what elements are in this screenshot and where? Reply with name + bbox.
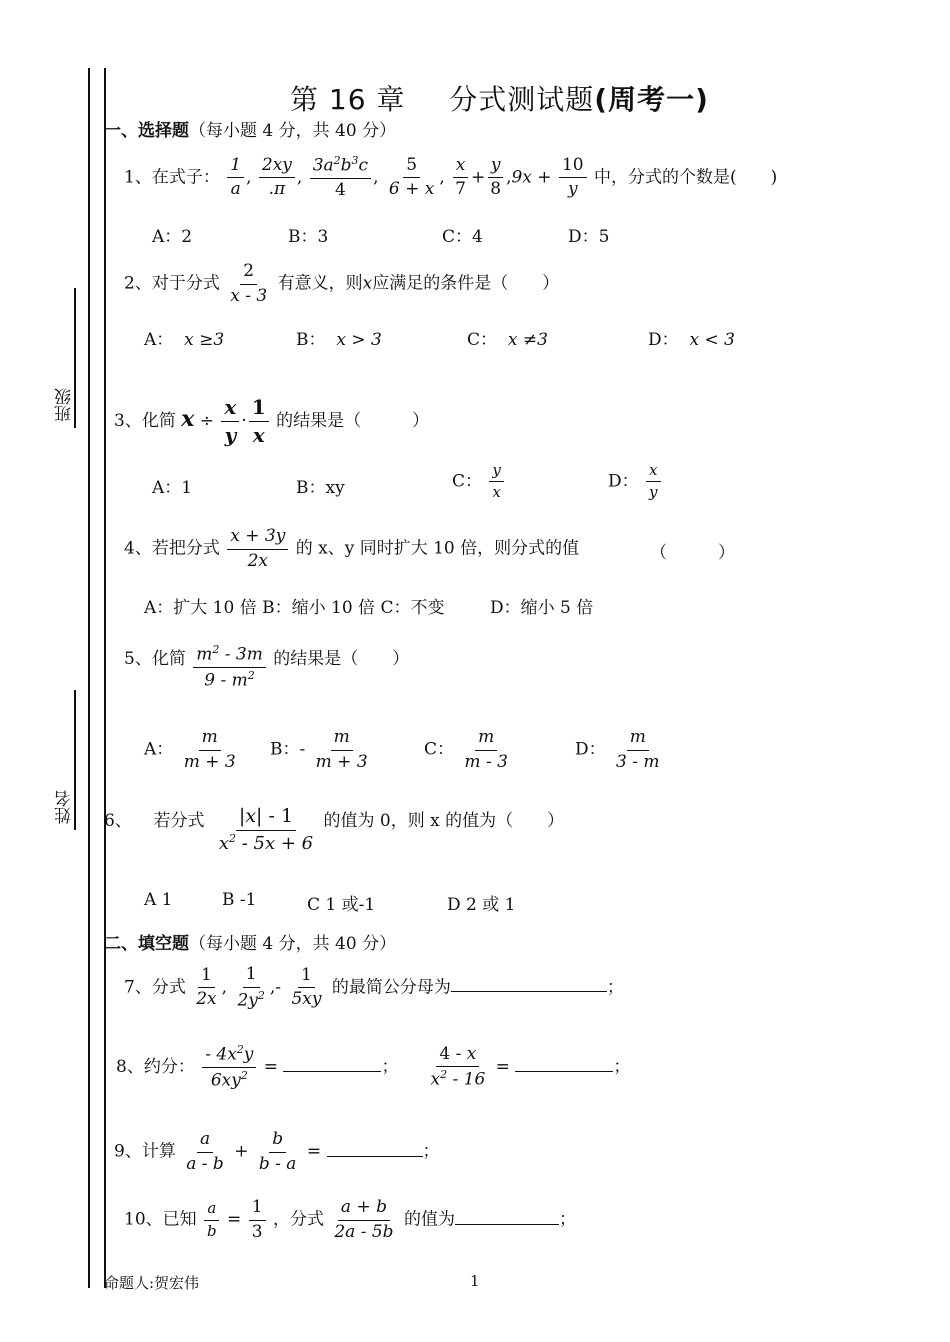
question-10: 10、已知 $\frac{a}{b}$ = $\frac{1}{3}$ ，分式 $\frac{a + b}{2a - 5b}$ 的值为 ；: [124, 1197, 576, 1242]
q1-option-c[interactable]: C：4: [442, 227, 483, 247]
question-2: 2、对于分式 $\frac{2}{x - 3}$ 有意义，则x应满足的条件是（ ）: [124, 261, 560, 306]
q5-option-a[interactable]: A： $\frac{m}{m + 3}$: [144, 727, 236, 772]
q2-option-a[interactable]: A： x ≥3: [144, 330, 225, 350]
question-5: 5、化简 $\frac{m^2 - 3m}{9 - m^2}$ 的结果是（ ）: [124, 643, 410, 691]
class-field-line[interactable]: [74, 288, 76, 428]
q6-option-b[interactable]: B -1: [222, 890, 257, 910]
q6-option-c[interactable]: C 1 或-1: [307, 895, 376, 915]
q5-option-b[interactable]: B：- $\frac{m}{m + 3}$: [270, 727, 368, 772]
q6-option-a[interactable]: A 1: [144, 890, 173, 910]
class-label: 班级: [55, 388, 74, 422]
section-1-heading: 一、选择题（每小题 4 分，共 40 分）: [104, 121, 397, 141]
question-9: 9、计算 $\frac{a}{a - b}$ + $\frac{b}{b - a}$ = ；: [114, 1129, 440, 1174]
page-number: 1: [470, 1272, 480, 1290]
q6-option-d[interactable]: D 2 或 1: [447, 895, 516, 915]
q2-option-c[interactable]: C： x ≠3: [467, 330, 548, 350]
question-8: 8、约分： $\frac{- 4x^2y}{6xy^2}$ = ； $\frac{4 - x}{x^2 - 16}$ = ；: [116, 1043, 631, 1091]
name-label: 姓名: [55, 790, 74, 824]
q5-option-c[interactable]: C： $\frac{m}{m - 3}$: [424, 727, 508, 772]
q7-answer-blank[interactable]: [451, 991, 607, 992]
q3-option-d[interactable]: D： $\frac{x}{y}$: [608, 462, 663, 502]
question-7: 7、分式 $\frac{1}{2x}$ , $\frac{1}{2y^2}$ ,- $\frac{1}{5xy}$ 的最简公分母为 ；: [124, 964, 624, 1011]
q1-option-a[interactable]: A：2: [152, 227, 193, 247]
question-4: 4、若把分式 $\frac{x + 3y}{2x}$ 的 x、y 同时扩大 10 倍，则分式的值: [124, 526, 580, 571]
title-main: 分式测试题: [449, 83, 595, 116]
question-1: 1、在式子： $\frac{1}{a}$ , $\frac{2xy}{.\pi}$ , $\frac{3a^2b^3c}{4}$ , $\frac{5}{6 + x}$ , $\frac{x}{7}$ + $\frac{y}{8}$ ,9x + $\frac{10}{y}$ 中，分式的个数是( ): [124, 154, 778, 201]
q4-options[interactable]: A：扩大 10 倍 B：缩小 10 倍 C：不变: [144, 598, 445, 618]
q10-answer-blank[interactable]: [455, 1224, 559, 1225]
q5-option-d[interactable]: D： $\frac{m}{3 - m}$: [575, 727, 660, 772]
q1-option-d[interactable]: D：5: [568, 227, 610, 247]
margin-line-outer: [88, 68, 90, 1288]
q8-answer-blank-1[interactable]: [283, 1071, 381, 1072]
section-2-heading: 二、填空题（每小题 4 分，共 40 分）: [104, 934, 397, 954]
q3-option-a[interactable]: A：1: [152, 478, 193, 498]
q1-option-b[interactable]: B：3: [288, 227, 329, 247]
q3-option-b[interactable]: B：xy: [296, 478, 345, 498]
q2-option-b[interactable]: B： x > 3: [296, 330, 382, 350]
margin-line-inner: [104, 68, 106, 1288]
name-field-line[interactable]: [74, 690, 76, 830]
footer-author: 命题人:贺宏伟: [104, 1274, 200, 1292]
question-3: 3、化简 x ÷ $\frac{x}{y}$ · $\frac{1}{x}$ 的结果是（ ）: [114, 395, 430, 447]
page-title: [290, 78, 709, 118]
q2-option-d[interactable]: D： x < 3: [648, 330, 735, 350]
title-note: (周考一): [594, 83, 709, 116]
q4-paren: （ ）: [650, 543, 735, 563]
title-chapter: 第 16 章: [290, 83, 406, 116]
q4-option-d[interactable]: D：缩小 5 倍: [490, 598, 594, 618]
q3-option-c[interactable]: C： $\frac{y}{x}$: [452, 462, 506, 502]
q8-answer-blank-2[interactable]: [515, 1071, 613, 1072]
q9-answer-blank[interactable]: [327, 1156, 423, 1157]
question-6: 6、 若分式 $\frac{|x| - 1}{x^2 - 5x + 6}$ 的值为 0，则 x 的值为（ ）: [104, 805, 565, 854]
